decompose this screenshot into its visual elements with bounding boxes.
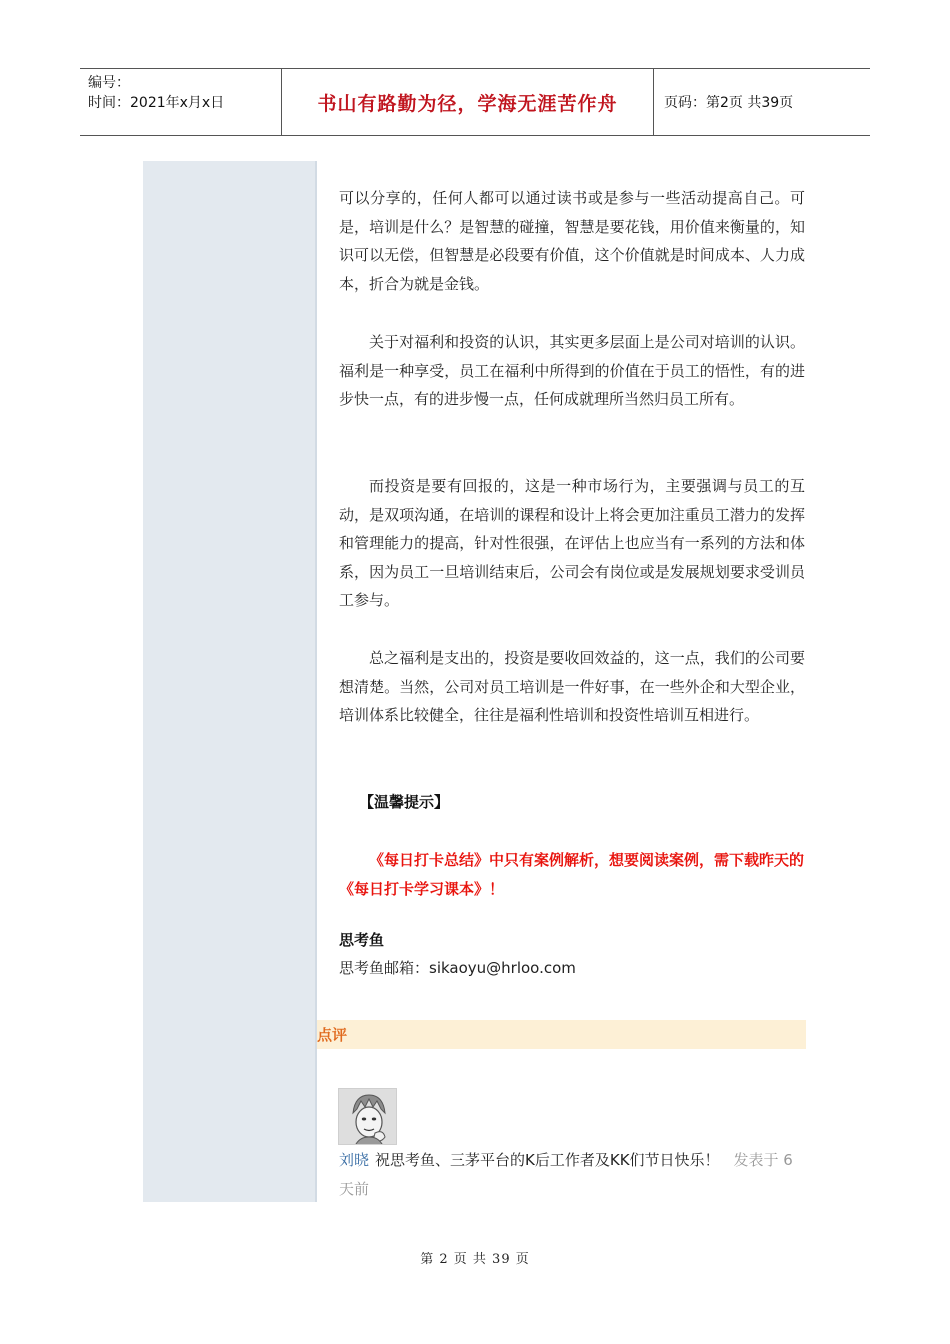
tip-text: 《每日打卡总结》中只有案例解析，想要阅读案例，需下载昨天的《每日打卡学习课本》！ — [339, 851, 805, 898]
paragraph-4: 总之福利是支出的，投资是要收回效益的，这一点，我们的公司要想清楚。当然，公司对员工培训是一件好事，在一些外企和大型企业，培训体系比较健全，往往是福利性培训和投资性培训互相进行。 — [339, 649, 805, 724]
header-meta — [80, 69, 281, 135]
comment-section-title: 点评 — [317, 1026, 348, 1044]
header-page-info: 页码：第2页 共39页 — [664, 95, 794, 111]
header-motto: 书山有路勤为径，学海无涯苦作舟 — [281, 69, 654, 135]
paragraph-3: 而投资是要有回报的，这是一种市场行为，主要强调与员工的互动，是双项沟通，在培训的课程和设计上将会更加注重员工潜力的发挥和管理能力的提高，针对性很强，在评估上也应当有一系列的方法和体系，因为员工一旦培训结束后，公司会有岗位或是发展规划要求受训员工参与。 — [339, 477, 805, 609]
comment-message: 祝思考鱼、三茅平台的K后工作者及KK们节日快乐！ — [375, 1151, 720, 1169]
comment-user-link[interactable]: 刘晓 — [339, 1151, 370, 1169]
avatar-illustration-icon — [339, 1089, 397, 1145]
comment-timestamp: 发表于 6 天前 — [339, 1151, 793, 1198]
page-footer: 第 2 页 共 39 页 — [420, 1252, 530, 1267]
comment-section-header — [317, 1020, 806, 1049]
avatar[interactable] — [338, 1088, 397, 1145]
author-name: 思考鱼 — [339, 931, 385, 949]
paragraph-1: 可以分享的，任何人都可以通过读书或是参与一些活动提高自己。可是，培训是什么？是智慧的碰撞，智慧是要花钱，用价值来衡量的，知识可以无偿，但智慧是必段要有价值，这个价值就是时间成本、人力成本，折合为就是金钱。 — [339, 189, 805, 293]
author-email: 思考鱼邮箱：sikaoyu@hrloo.com — [339, 959, 576, 977]
document-header — [80, 68, 870, 136]
comment-item — [339, 1146, 805, 1203]
number-label: 编号： — [88, 75, 130, 91]
time-label: 时间：2021年x月x日 — [88, 95, 225, 111]
left-sidebar — [143, 161, 317, 1202]
tip-title: 【温馨提示】 — [359, 793, 450, 811]
paragraph-2: 关于对福利和投资的认识，其实更多层面上是公司对培训的认识。福利是一种享受，员工在福利中所得到的价值在于员工的悟性，有的进步快一点，有的进步慢一点，任何成就理所当然归员工所有。 — [339, 333, 805, 408]
